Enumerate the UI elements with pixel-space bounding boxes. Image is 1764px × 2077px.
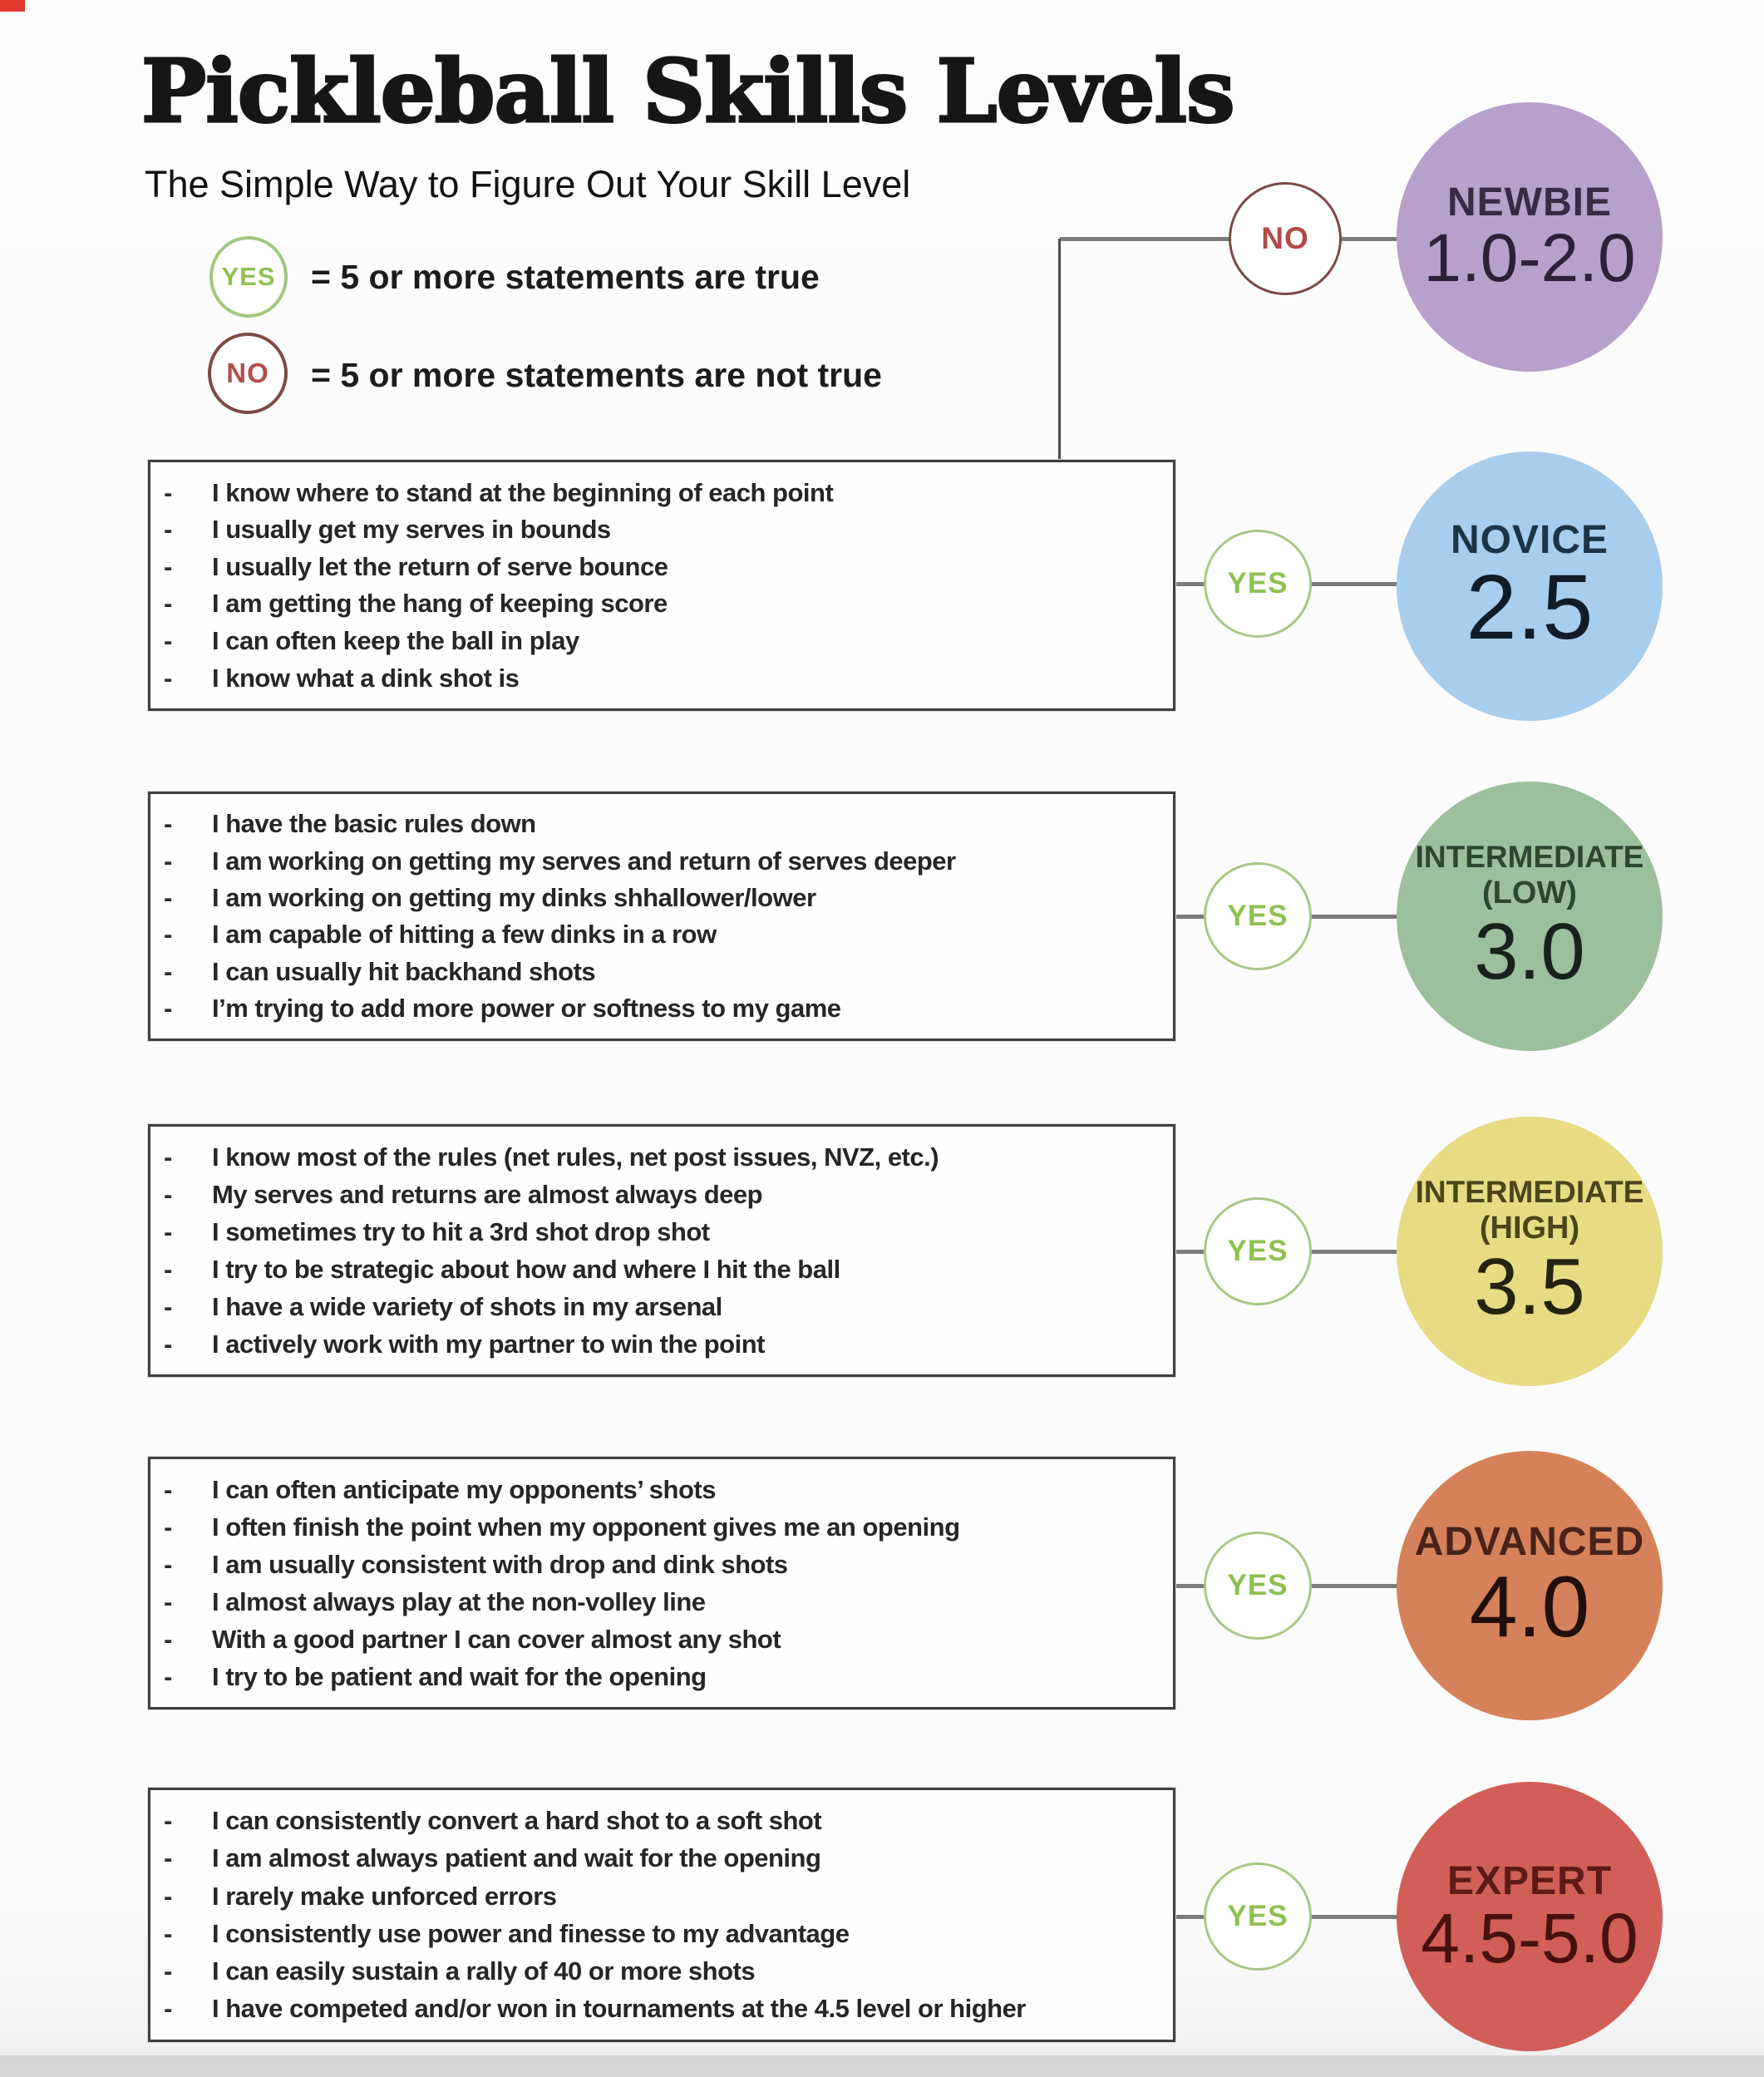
level-circle-intermediate-high	[1397, 1117, 1663, 1386]
level-range: 3.5	[1474, 1242, 1585, 1332]
level-range: 2.5	[1466, 556, 1594, 659]
connector-no-vertical	[1058, 239, 1061, 461]
statements-box-novice	[148, 460, 1175, 711]
level-name: NEWBIE	[1447, 180, 1612, 224]
statement-item: - I am usually consistent with drop and dink shots	[150, 1550, 1165, 1580]
answer-yes-label: YES	[1227, 1235, 1289, 1267]
answer-badge-yes-1	[1204, 530, 1312, 638]
legend-no-meaning: = 5 or more statements are not true	[311, 356, 882, 394]
level-sub: (LOW)	[1482, 875, 1577, 910]
level-circle-newbie	[1397, 102, 1663, 372]
page-title: Pickleball Skills Levels	[141, 40, 1234, 142]
statement-item: - I am getting the hang of keeping score	[150, 589, 1165, 619]
statement-list	[150, 462, 1173, 708]
statement-list	[150, 1790, 1173, 2040]
statement-item: - With a good partner I can cover almost any shot	[150, 1625, 1165, 1655]
statement-item: - I can often anticipate my opponents’ shots	[150, 1475, 1165, 1505]
statement-item: - I know what a dink shot is	[150, 664, 1165, 693]
level-range: 4.5-5.0	[1421, 1899, 1638, 1978]
statement-item: - I have the basic rules down	[150, 809, 1165, 839]
statement-item: - I try to be patient and wait for the opening	[150, 1662, 1165, 1692]
statement-item: - I try to be strategic about how and where I hit the ball	[150, 1255, 1165, 1285]
statement-item: - My serves and returns are almost always deep	[150, 1180, 1165, 1210]
statement-list	[150, 1127, 1173, 1374]
level-circle-advanced	[1397, 1451, 1663, 1720]
statement-item: - I am working on getting my serves and return of serves deeper	[150, 846, 1165, 876]
answer-badge-yes-5	[1204, 1862, 1312, 1971]
statements-box-intermediate-high	[148, 1124, 1175, 1377]
statement-item: - I am working on getting my dinks shhallower/lower	[150, 883, 1165, 913]
statement-item: - I can usually hit backhand shots	[150, 957, 1165, 987]
level-name: INTERMEDIATE	[1415, 839, 1644, 874]
statements-box-intermediate-low	[148, 792, 1175, 1041]
statement-item: - I rarely make unforced errors	[150, 1882, 1165, 1912]
answer-no-label: NO	[1261, 221, 1309, 255]
statement-item: - I almost always play at the non-volley line	[150, 1587, 1165, 1617]
legend-yes-meaning: = 5 or more statements are true	[311, 258, 820, 296]
legend-yes-badge	[209, 236, 288, 318]
level-circle-novice	[1397, 451, 1663, 721]
statement-item: - I can consistently convert a hard shot to a soft shot	[150, 1806, 1165, 1836]
statement-item: - I know most of the rules (net rules, net post issues, NVZ, etc.)	[150, 1142, 1165, 1172]
answer-yes-label: YES	[1227, 567, 1289, 599]
level-sub: (HIGH)	[1479, 1210, 1580, 1246]
legend-yes-label: YES	[221, 262, 276, 291]
statement-item: - I often finish the point when my opponent gives me an opening	[150, 1512, 1165, 1542]
level-name: EXPERT	[1446, 1858, 1613, 1903]
answer-badge-no	[1229, 182, 1342, 295]
level-name: INTERMEDIATE	[1415, 1174, 1644, 1209]
level-range: 4.0	[1469, 1559, 1590, 1656]
statement-item: - I usually get my serves in bounds	[150, 515, 1165, 545]
answer-badge-yes-3	[1204, 1197, 1312, 1305]
statements-box-expert	[148, 1788, 1175, 2042]
statement-item: - I actively work with my partner to win the point	[150, 1330, 1165, 1359]
answer-yes-label: YES	[1227, 900, 1289, 932]
statement-item: - I am capable of hitting a few dinks in a row	[150, 920, 1165, 950]
statement-list	[150, 794, 1173, 1038]
level-range: 1.0-2.0	[1423, 220, 1636, 297]
statement-item: - I usually let the return of serve bounce	[150, 552, 1165, 582]
statement-item: - I sometimes try to hit a 3rd shot drop shot	[150, 1217, 1165, 1247]
statements-box-advanced	[148, 1457, 1175, 1709]
statement-item: - I’m trying to add more power or softness to my game	[150, 994, 1165, 1024]
level-circle-intermediate-low	[1397, 782, 1663, 1051]
answer-yes-label: YES	[1227, 1900, 1289, 1932]
level-name: ADVANCED	[1414, 1519, 1645, 1564]
statement-item: - I have a wide variety of shots in my arsenal	[150, 1292, 1165, 1322]
statement-item: - I know where to stand at the beginning of each point	[150, 478, 1165, 508]
answer-badge-yes-4	[1204, 1532, 1312, 1640]
answer-badge-yes-2	[1204, 862, 1312, 970]
legend-no-label: NO	[226, 358, 269, 388]
legend-no-badge	[208, 333, 288, 414]
statement-item: - I can often keep the ball in play	[150, 626, 1165, 656]
statement-item: - I have competed and/or won in tournaments at the 4.5 level or higher	[150, 1994, 1165, 2024]
page-subtitle: The Simple Way to Figure Out Your Skill Level	[145, 163, 911, 205]
statement-item: - I am almost always patient and wait for the opening	[150, 1843, 1165, 1873]
stray-red-mark	[0, 0, 25, 12]
bottom-gray-band	[0, 2055, 1764, 2077]
level-range: 3.0	[1474, 907, 1585, 997]
level-circle-expert	[1397, 1782, 1663, 2051]
level-name: NOVICE	[1450, 517, 1609, 562]
statement-list	[150, 1459, 1173, 1707]
answer-yes-label: YES	[1227, 1569, 1289, 1601]
statement-item: - I consistently use power and finesse to my advantage	[150, 1919, 1165, 1949]
statement-item: - I can easily sustain a rally of 40 or more shots	[150, 1956, 1165, 1986]
